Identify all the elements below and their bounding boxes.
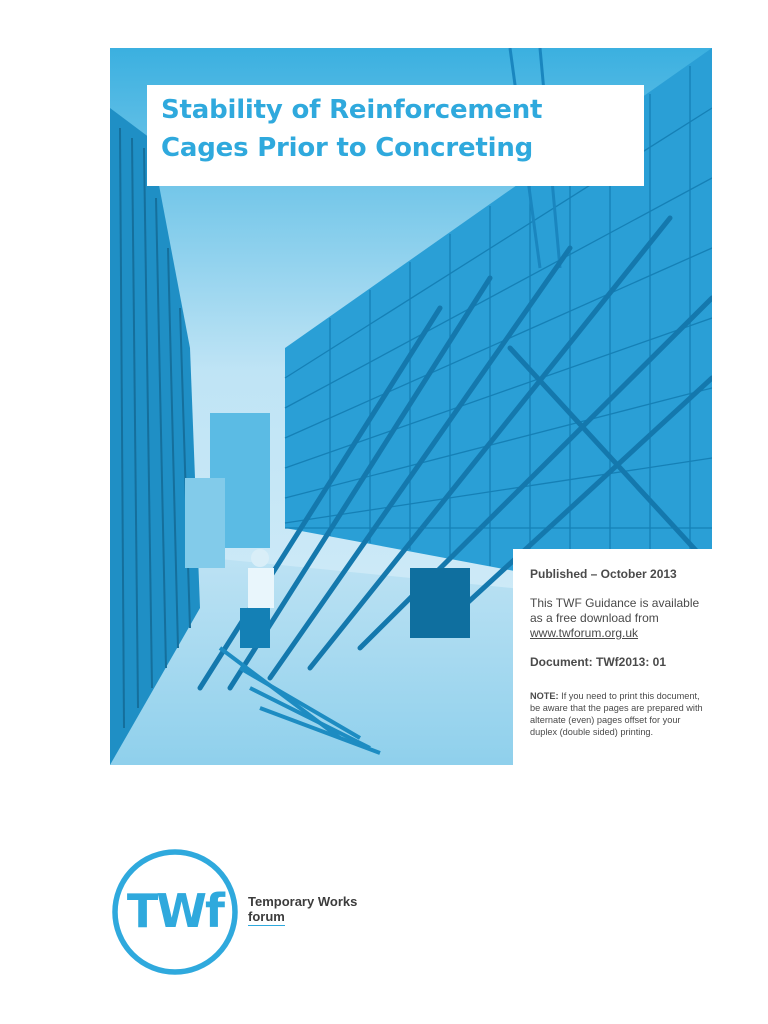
- publication-info-box: [513, 549, 712, 765]
- availability-sentence: This TWF Guidance is available as a free download from: [530, 596, 700, 625]
- print-note: [530, 690, 706, 738]
- brand-name-line-2: forum: [248, 909, 285, 924]
- twf-logo: [109, 846, 241, 983]
- logo-text: TWf: [126, 884, 224, 938]
- brand-name-line-1: Temporary Works: [248, 894, 358, 909]
- published-date: Published – October 2013: [530, 567, 677, 581]
- document-id: Document: TWf2013: 01: [530, 655, 667, 669]
- twf-circle-logo-icon: [109, 846, 241, 978]
- document-title-line-1: Stability of Reinforcement: [161, 95, 543, 125]
- note-text: If you need to print this document, be aware that the pages are prepared with alternate (even) pages offset for your duplex (double sided) printing.: [530, 691, 703, 737]
- website-link[interactable]: www.twforum.org.uk: [530, 626, 639, 640]
- title-box: [147, 85, 644, 186]
- brand-name: [248, 894, 357, 926]
- document-title-line-2: Cages Prior to Concreting: [161, 133, 534, 163]
- note-label: NOTE:: [530, 691, 559, 701]
- availability-text: [530, 596, 710, 641]
